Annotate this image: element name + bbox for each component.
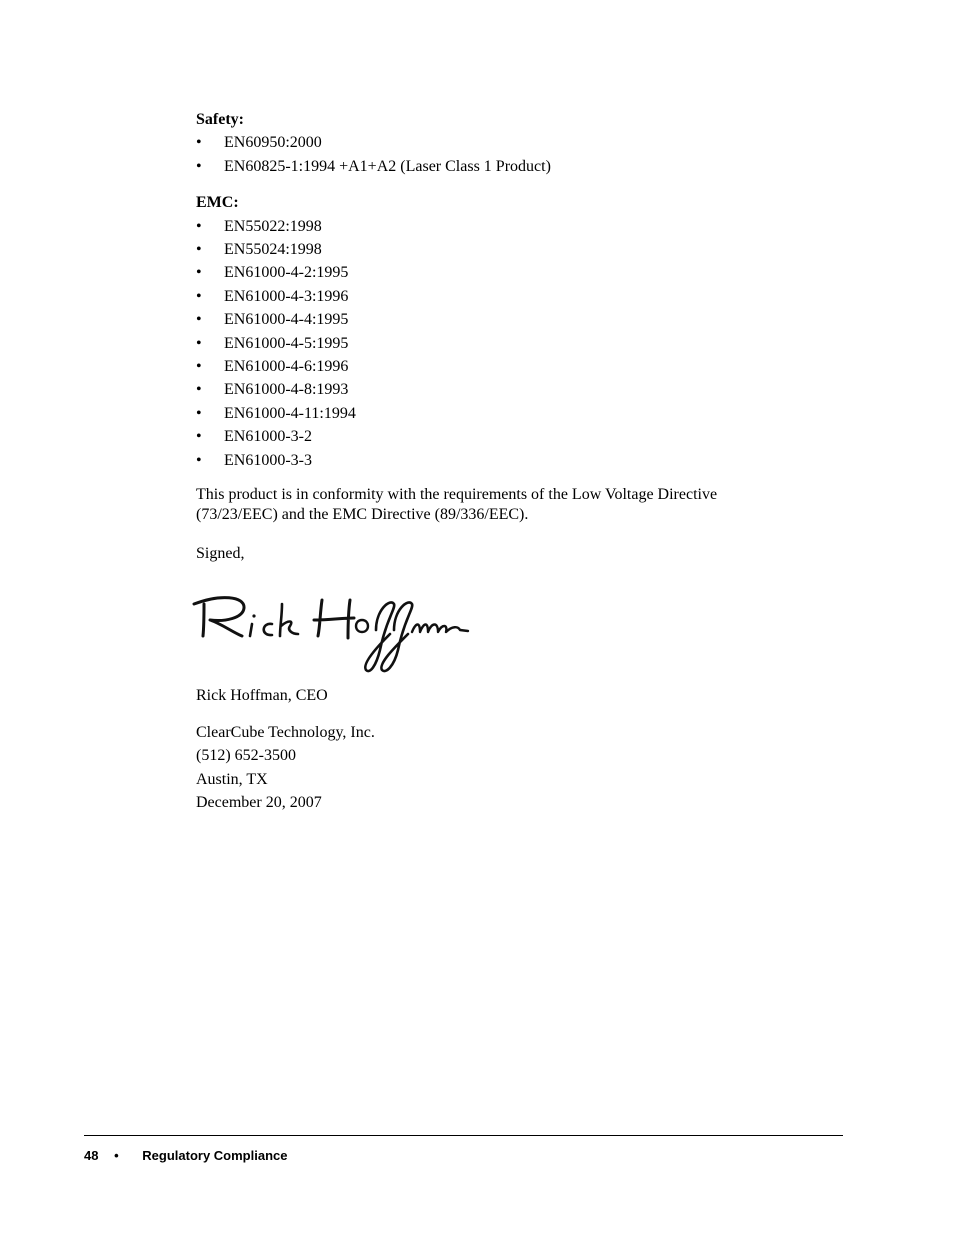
document-date: December 20, 2007 [196, 794, 322, 812]
list-item: • EN61000-4-4:1995 [196, 308, 796, 331]
list-item: • EN61000-4-5:1995 [196, 332, 796, 355]
company-address [196, 721, 375, 815]
bullet-glyph: • [196, 157, 202, 175]
footer-section-title: Regulatory Compliance [142, 1148, 288, 1163]
bullet-glyph: • [196, 287, 202, 305]
list-item: • EN60950:2000 [196, 131, 796, 154]
list-item: • EN61000-4-8:1993 [196, 378, 796, 401]
safety-list [196, 131, 796, 178]
list-item: • EN61000-3-2 [196, 425, 796, 448]
bullet-glyph: • [196, 451, 202, 469]
bullet-glyph: • [196, 217, 202, 235]
bullet-glyph: • [196, 134, 202, 152]
signature-image [190, 590, 470, 675]
document-body [196, 108, 796, 564]
bullet-glyph: • [196, 241, 202, 259]
conformity-paragraph: This product is in conformity with the requirements of the Low Voltage Directive (73/23/EEC) and the EMC Directive (89/336/EEC). [196, 486, 718, 524]
list-item: • EN60825-1:1994 +A1+A2 (Laser Class 1 Product) [196, 155, 796, 178]
safety-heading: Safety: [196, 111, 244, 128]
emc-list [196, 215, 796, 472]
list-item: • EN61000-4-11:1994 [196, 402, 796, 425]
company-phone: (512) 652-3500 [196, 747, 296, 765]
company-name: ClearCube Technology, Inc. [196, 724, 375, 741]
list-item: • EN61000-4-6:1996 [196, 355, 796, 378]
list-item: • EN55022:1998 [196, 215, 796, 238]
bullet-glyph: • [196, 311, 202, 329]
bullet-glyph: • [196, 358, 202, 376]
emc-heading: EMC: [196, 194, 239, 212]
list-item: • EN55024:1998 [196, 238, 796, 261]
footer-bullet: • [114, 1148, 119, 1163]
bullet-glyph: • [196, 428, 202, 446]
bullet-glyph: • [196, 381, 202, 399]
page-footer [84, 1147, 287, 1165]
signed-label: Signed, [196, 545, 245, 563]
bullet-glyph: • [196, 264, 202, 282]
list-item: • EN61000-4-3:1996 [196, 285, 796, 308]
list-item: • EN61000-4-2:1995 [196, 261, 796, 284]
bullet-glyph: • [196, 334, 202, 352]
handwritten-signature [190, 590, 470, 675]
signer-name: Rick Hoffman, CEO [196, 687, 328, 704]
footer-divider [84, 1135, 843, 1136]
page-number: 48 [84, 1148, 99, 1163]
list-item: • EN61000-3-3 [196, 449, 796, 472]
bullet-glyph: • [196, 404, 202, 422]
company-city: Austin, TX [196, 770, 268, 788]
